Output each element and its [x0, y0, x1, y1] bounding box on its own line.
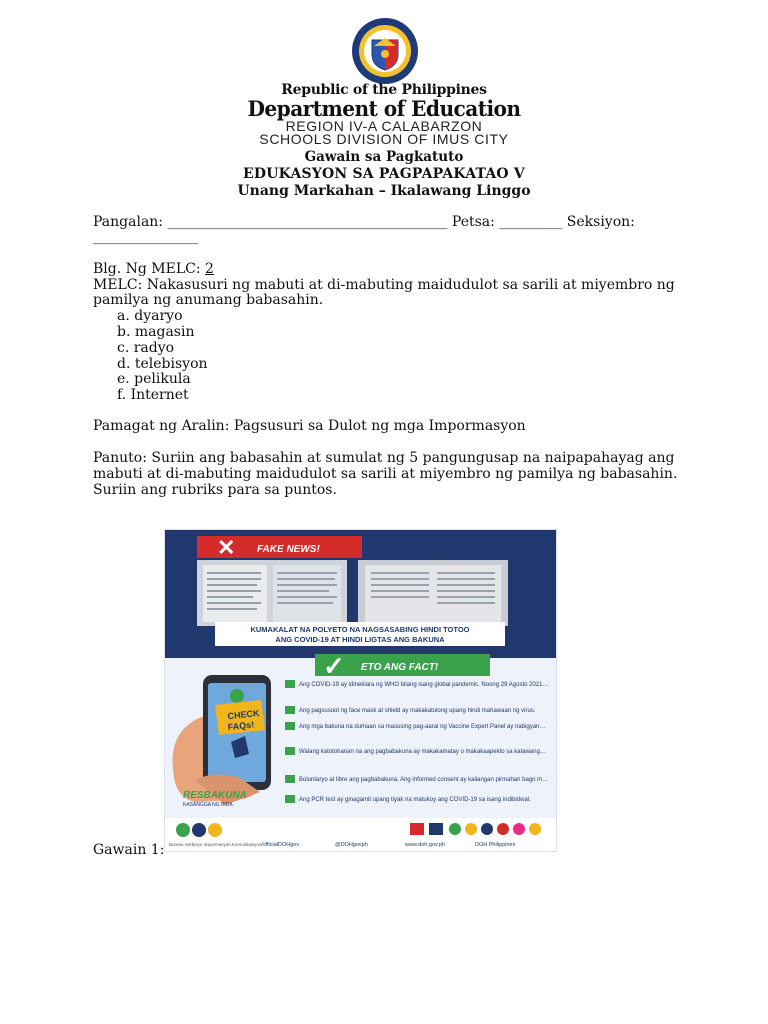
- melc-number: [93, 261, 214, 277]
- deped-seal-icon: [350, 16, 420, 86]
- list-item: f. Internet: [117, 387, 189, 403]
- partner-logo-icon: [465, 823, 477, 835]
- region-line: REGION IV-A CALABARZON: [285, 118, 483, 134]
- melc-number-label: Blg. Ng MELC:: [93, 261, 206, 277]
- fake-news-label: FAKE NEWS!: [257, 544, 320, 555]
- check-mark-icon: ✓: [323, 651, 345, 681]
- fact-item: Ang PCR test ay ginagamit upang tiyak na matukoy ang COVID-19 sa isang indibidwal.: [299, 797, 531, 803]
- partner-logo-icon: [429, 823, 443, 835]
- list-item: e. pelikula: [117, 371, 191, 387]
- fact-item: Ang mga bakuna na dumaan sa masusing pag-aaral ng Vaccine Expert Panel ay nabigyan…: [299, 724, 546, 730]
- list-item: d. telebisyon: [117, 356, 208, 372]
- melc-text-line-2: pamilya ng anumang babasahin.: [93, 292, 324, 308]
- list-item: a. dyaryo: [117, 308, 183, 324]
- fact-item: Ang COVID-19 ay idineklara ng WHO bilang isang global pandemic. Noong 29 Agosto 2021…: [299, 682, 549, 688]
- footer-link: DOH Philippines: [475, 842, 516, 848]
- activity-label: Gawain 1:: [93, 842, 165, 858]
- activity-title: Gawain sa Pagkatuto: [304, 149, 464, 165]
- instructions-line-1: Panuto: Suriin ang babasahin at sumulat ng 5 pangungusap na naipapahayag ang: [93, 450, 675, 466]
- partner-logo-icon: [529, 823, 541, 835]
- agency-seal-icon: [208, 823, 222, 837]
- fact-item: Boluntaryo at libre ang pagbabakuna. Ang informed consent ay kailangan pirmahan bago m…: [299, 777, 549, 783]
- facts-title: ETO ANG FACT!: [361, 662, 439, 673]
- resbakuna-logo: RESBAKUNA: [183, 790, 247, 801]
- fake-news-poster: [164, 529, 557, 852]
- partner-logo-icon: [410, 823, 424, 835]
- melc-text-line-1: MELC: Nakasusuri ng mabuti at di-mabuting maidudulot sa sarili at miyembro ng: [93, 277, 675, 293]
- doh-logo-icon: [230, 689, 244, 703]
- instructions-line-2: mabuti at di-mabuting maidudulot sa sarili at miyembro ng pamilya ng babasahin.: [93, 466, 678, 482]
- list-item: b. magasin: [117, 324, 195, 340]
- lesson-title: Pamagat ng Aralin: Pagsusuri sa Dulot ng mga Impormasyon: [93, 418, 526, 434]
- poster-caption-line-2: ANG COVID-19 AT HINDI LIGTAS ANG BAKUNA: [275, 635, 445, 644]
- partner-logo-icon: [513, 823, 525, 835]
- check-faqs-line-2: FAQs!: [227, 719, 255, 733]
- x-mark-icon: ✕: [217, 535, 236, 560]
- list-item: c. radyo: [117, 340, 175, 356]
- name-date-section-line: Pangalan: ________________________________________ Petsa: _________ Seksiyon:: [93, 214, 635, 230]
- melc-number-value: 2: [205, 261, 214, 277]
- poster-caption-line-1: KUMAKALAT NA POLYETO NA NAGSASABING HINDI TOTOO: [250, 625, 470, 634]
- poster-graphic: [165, 530, 556, 851]
- partner-logo-icon: [497, 823, 509, 835]
- quarter-week: Unang Markahan – Ikalawang Linggo: [237, 183, 531, 199]
- footer-agency-name: Bureau Serbisyo Impormasyon Komunikasyon: [169, 842, 262, 847]
- footer-link: @DOHgovph: [335, 842, 368, 848]
- section-blank: _______________: [93, 229, 198, 245]
- subject-title: EDUKASYON SA PAGPAPAKATAO V: [243, 166, 525, 182]
- fact-item: Ang pagsusuot ng face mask at shield ay makakatulong upang hindi mahawaan ng virus.: [299, 708, 536, 714]
- instructions-line-3: Suriin ang rubriks para sa puntos.: [93, 482, 337, 498]
- check-faqs-line-1: CHECK: [227, 707, 260, 722]
- partner-logo-icon: [449, 823, 461, 835]
- fact-item: Walang katotohanan na ang pagbabakuna ay makakamatay o makakaapekto sa katawang…: [299, 749, 546, 755]
- partner-logo-icon: [481, 823, 493, 835]
- footer-link: /officialDOHgov: [261, 842, 300, 848]
- republic-line: Republic of the Philippines: [281, 82, 487, 98]
- department-title: Department of Education: [247, 96, 521, 121]
- agency-seal-icon: [176, 823, 190, 837]
- division-line: SCHOOLS DIVISION OF IMUS CITY: [259, 131, 509, 147]
- agency-seal-icon: [192, 823, 206, 837]
- footer-link: www.doh.gov.ph: [405, 842, 445, 848]
- resbakuna-tagline: KASANGGA NG BIDA: [183, 802, 233, 808]
